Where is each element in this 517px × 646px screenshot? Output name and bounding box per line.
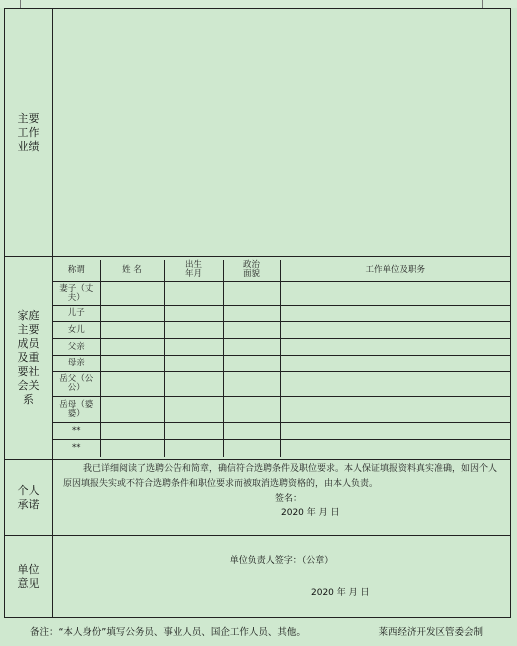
name-field[interactable] — [100, 282, 164, 306]
work-unit-field[interactable] — [280, 282, 510, 306]
relation-cell: 父亲 — [53, 339, 100, 356]
name-field[interactable] — [100, 397, 164, 423]
work-unit-field[interactable] — [280, 356, 510, 372]
family-member-row — [53, 423, 510, 440]
political-field[interactable] — [223, 356, 280, 372]
birth-field[interactable] — [164, 356, 223, 372]
family-members-table — [53, 260, 510, 457]
family-row — [5, 257, 511, 460]
application-form-table — [4, 8, 511, 618]
header-political: 政治面貌 — [223, 260, 280, 282]
relation-cell: ** — [53, 440, 100, 457]
header-name: 姓 名 — [100, 260, 164, 282]
name-field[interactable] — [100, 356, 164, 372]
promise-signature[interactable]: 签名： — [275, 494, 303, 504]
gridline-tick — [20, 0, 21, 8]
header-birth: 出生年月 — [164, 260, 223, 282]
family-member-row — [53, 372, 510, 397]
birth-field[interactable] — [164, 372, 223, 397]
top-gridline-strip — [0, 0, 517, 8]
name-field[interactable] — [100, 372, 164, 397]
header-work-unit: 工作单位及职务 — [280, 260, 510, 282]
work-unit-field[interactable] — [280, 440, 510, 457]
relation-cell: 岳母（婆婆） — [53, 397, 100, 423]
promise-row — [5, 460, 511, 536]
birth-field[interactable] — [164, 322, 223, 339]
political-field[interactable] — [223, 322, 280, 339]
work-unit-field[interactable] — [280, 339, 510, 356]
work-unit-field[interactable] — [280, 423, 510, 440]
name-field[interactable] — [100, 423, 164, 440]
footer-note: 备注：“本人身份”填写公务员、事业人员、国企工作人员、其他。 — [30, 627, 306, 638]
name-field[interactable] — [100, 339, 164, 356]
birth-field[interactable] — [164, 282, 223, 306]
promise-cell — [53, 460, 511, 536]
political-field[interactable] — [223, 282, 280, 306]
work-achievement-label: 主要工作业绩 — [5, 9, 53, 257]
relation-cell: 岳父（公公） — [53, 372, 100, 397]
family-member-row — [53, 322, 510, 339]
family-member-row — [53, 306, 510, 322]
birth-field[interactable] — [164, 339, 223, 356]
relation-cell: 儿子 — [53, 306, 100, 322]
name-field[interactable] — [100, 322, 164, 339]
footer — [0, 624, 517, 646]
work-unit-field[interactable] — [280, 397, 510, 423]
family-header-row — [53, 260, 510, 282]
political-field[interactable] — [223, 423, 280, 440]
family-label: 家庭主要成员及重要社会关系 — [5, 257, 53, 460]
relation-cell: ** — [53, 423, 100, 440]
relation-cell: 母亲 — [53, 356, 100, 372]
name-field[interactable] — [100, 306, 164, 322]
birth-field[interactable] — [164, 423, 223, 440]
family-table-cell — [53, 257, 511, 460]
family-member-row — [53, 339, 510, 356]
political-field[interactable] — [223, 440, 280, 457]
relation-cell: 妻子（丈夫） — [53, 282, 100, 306]
unit-opinion-label: 单位意见 — [5, 536, 53, 618]
work-achievement-field[interactable] — [53, 9, 511, 257]
work-unit-field[interactable] — [280, 322, 510, 339]
family-member-row — [53, 282, 510, 306]
unit-opinion-cell — [53, 536, 511, 618]
birth-field[interactable] — [164, 440, 223, 457]
political-field[interactable] — [223, 306, 280, 322]
unit-opinion-row — [5, 536, 511, 618]
family-member-row — [53, 397, 510, 423]
work-unit-field[interactable] — [280, 306, 510, 322]
name-field[interactable] — [100, 440, 164, 457]
promise-text: 我已详细阅读了选聘公告和简章，确信符合选聘条件及职位要求。本人保证填报资料真实准确，如因个人原因填报失实或不符合选聘条件和职位要求而被取消选聘资格的，由本人负责。 — [63, 464, 498, 489]
unit-date: 2020 年 月 日 — [311, 587, 370, 598]
gridline-tick — [482, 0, 483, 8]
unit-signature[interactable]: 单位负责人签字：（公章） — [229, 555, 334, 566]
political-field[interactable] — [223, 372, 280, 397]
birth-field[interactable] — [164, 306, 223, 322]
family-member-row — [53, 440, 510, 457]
political-field[interactable] — [223, 397, 280, 423]
promise-date: 2020 年 月 日 — [281, 508, 340, 518]
footer-organization: 莱西经济开发区管委会制 — [378, 627, 483, 638]
political-field[interactable] — [223, 339, 280, 356]
birth-field[interactable] — [164, 397, 223, 423]
work-achievement-row — [5, 9, 511, 257]
family-member-row — [53, 356, 510, 372]
promise-label: 个人承诺 — [5, 460, 53, 536]
header-relation: 称谓 — [53, 260, 100, 282]
relation-cell: 女儿 — [53, 322, 100, 339]
work-unit-field[interactable] — [280, 372, 510, 397]
